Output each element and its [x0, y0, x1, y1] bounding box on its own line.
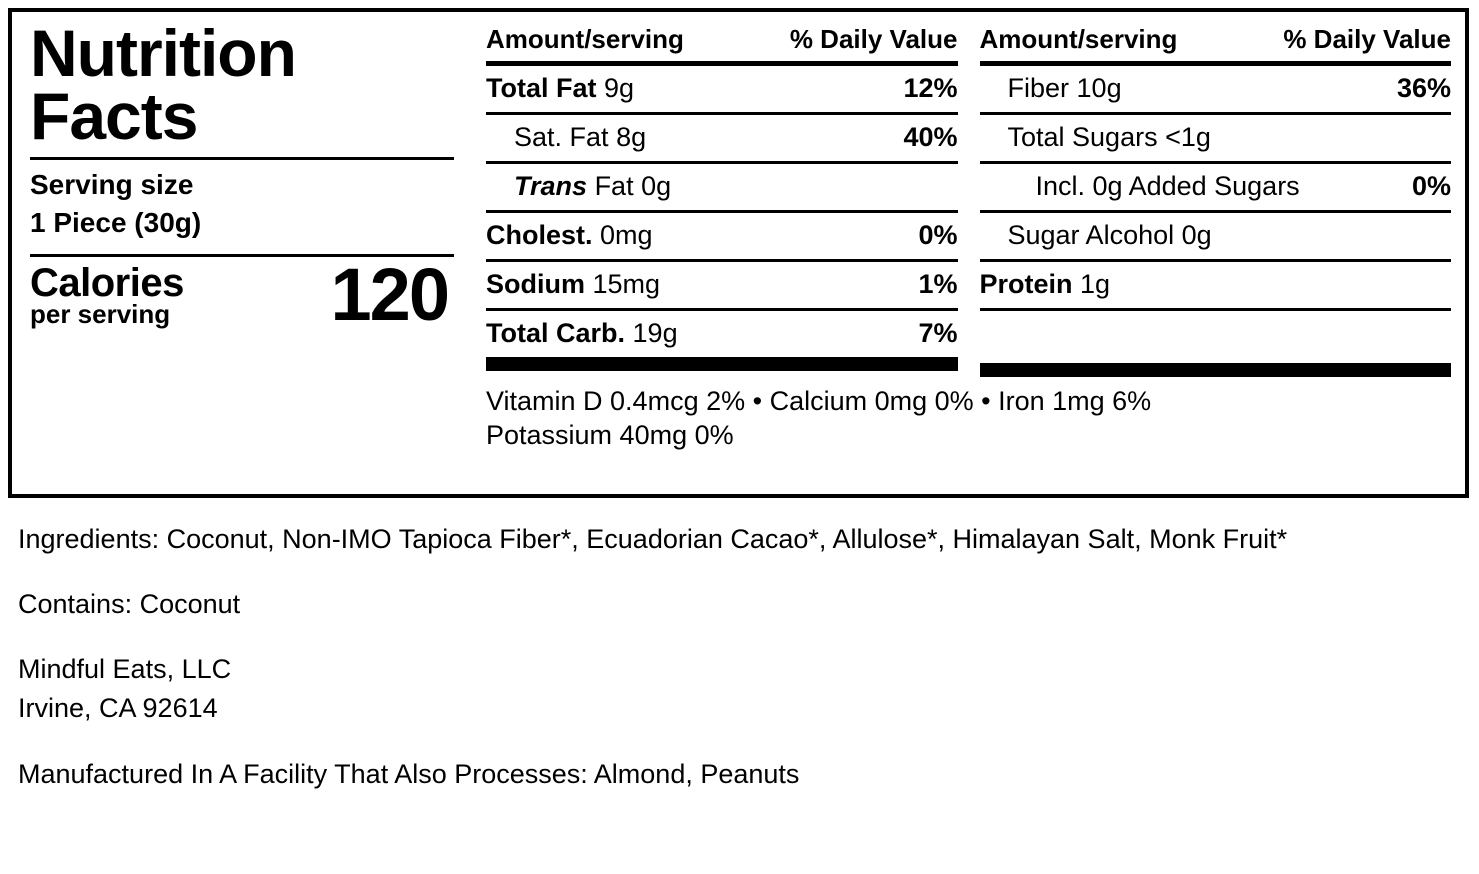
table-row [486, 210, 958, 259]
nutrient-column-left [486, 20, 958, 377]
calories-label: Calories [30, 260, 184, 305]
nutrient-name-text: Incl. 0g Added Sugars [1035, 171, 1300, 201]
nutrient-name [486, 318, 678, 349]
nutrient-dv: 36% [1396, 73, 1451, 103]
nutrient-name [980, 220, 1212, 251]
nutrient-name [486, 269, 660, 300]
nutrient-amount: 1g [1080, 269, 1111, 299]
calories-label-group [30, 260, 184, 329]
micronutrients-line-2: Potassium 40mg 0% [486, 419, 734, 450]
nutrient-amount: 15mg [592, 269, 661, 299]
micronutrients-line-1: Vitamin D 0.4mcg 2% • Calcium 0mg 0% • Iron 1mg 6% [486, 386, 1152, 416]
table-row [980, 61, 1452, 112]
nutrient-columns [464, 12, 1465, 494]
company-address: Irvine, CA 92614 [18, 693, 218, 724]
table-row [980, 259, 1452, 308]
nutrient-name-bold: Cholest. [486, 220, 593, 250]
nutrient-name-italic: Trans [514, 171, 588, 201]
nutrient-dv: 7% [918, 318, 958, 348]
table-row [486, 112, 958, 161]
calories-row [30, 253, 454, 337]
nutrient-amount: 0g [1181, 220, 1212, 250]
nutrient-name [980, 122, 1211, 153]
calories-value: 120 [330, 253, 448, 337]
micronutrients [486, 377, 1451, 453]
contains-statement: Contains: Coconut [18, 589, 241, 620]
nutrient-name-text: Fiber [1007, 73, 1070, 103]
nutrient-name [486, 73, 634, 104]
column-bottom-rule [486, 357, 958, 371]
serving-size-value: 1 Piece (30g) [30, 207, 202, 239]
table-row-empty [980, 308, 1452, 363]
nutrient-amount: 9g [604, 73, 635, 103]
nutrient-dv: 0% [918, 220, 958, 250]
table-row [486, 161, 958, 210]
ingredients-statement: Ingredients: Coconut, Non-IMO Tapioca Fiber*, Ecuadorian Cacao*, Allulose*, Himalayan Salt, Monk Fruit* [18, 524, 1288, 554]
nutrient-amount: <1g [1165, 122, 1211, 152]
nutrient-name-bold: Protein [979, 269, 1073, 299]
column-header-left [486, 20, 958, 61]
nutrient-amount: Fat 0g [594, 171, 672, 201]
table-row [980, 112, 1452, 161]
nutrient-name [486, 220, 653, 251]
amount-per-serving-header: Amount/serving [979, 24, 1178, 54]
table-row [486, 308, 958, 357]
nutrient-dv: 0% [1411, 171, 1451, 201]
calories-sublabel: per serving [30, 298, 171, 329]
nutrient-name-text: Total Sugars [1007, 122, 1158, 152]
table-row [486, 61, 958, 112]
nutrient-name-text: Sugar Alcohol [1007, 220, 1175, 250]
manufacturer-block [18, 650, 1462, 728]
nutrient-name [486, 122, 646, 153]
nutrient-name [980, 73, 1122, 104]
page-title: Nutrition Facts [30, 16, 296, 153]
serving-size-block [30, 157, 454, 242]
nutrient-amount: 8g [616, 122, 647, 152]
table-row [980, 210, 1452, 259]
table-row [486, 259, 958, 308]
facility-statement: Manufactured In A Facility That Also Processes: Almond, Peanuts [18, 758, 800, 789]
nutrient-name-bold: Total Carb. [486, 318, 626, 348]
nutrient-amount: 19g [632, 318, 678, 348]
nutrient-amount: 0mg [600, 220, 653, 250]
column-header-right [980, 20, 1452, 61]
amount-per-serving-header: Amount/serving [486, 24, 684, 54]
nutrition-facts-panel [8, 8, 1469, 498]
nutrient-dv: 12% [903, 73, 958, 103]
table-row [980, 161, 1452, 210]
column-bottom-rule [980, 363, 1452, 377]
nutrient-column-right [980, 20, 1452, 377]
daily-value-header: % Daily Value [789, 24, 958, 54]
serving-size-label: Serving size [30, 169, 194, 201]
nutrient-dv: 40% [903, 122, 958, 152]
nutrient-name [486, 171, 671, 202]
company-name: Mindful Eats, LLC [18, 654, 232, 685]
nutrient-name [980, 171, 1300, 202]
nutrition-facts-left-section [12, 12, 464, 494]
nutrient-name-bold: Sodium [486, 269, 585, 299]
nutrient-amount: 10g [1076, 73, 1122, 103]
daily-value-header: % Daily Value [1283, 24, 1451, 54]
nutrient-name [980, 269, 1111, 300]
nutrient-dv: 1% [918, 269, 958, 299]
nutrient-name-bold: Total Fat [486, 73, 597, 103]
label-footer-text [18, 520, 1462, 794]
nutrient-name-text: Sat. Fat [514, 122, 609, 152]
